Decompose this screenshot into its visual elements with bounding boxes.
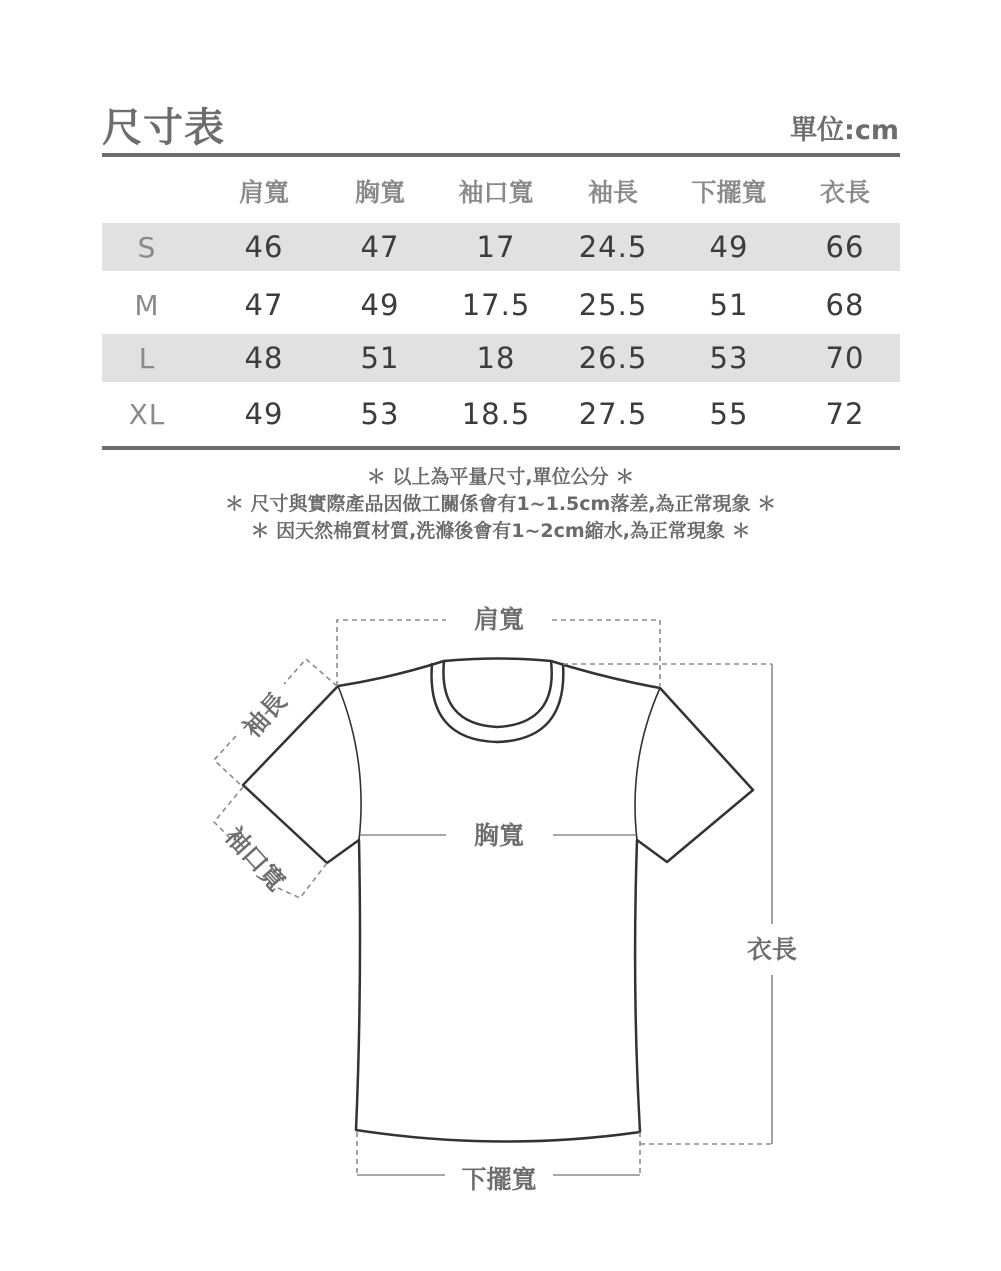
table-cell: 18.5 xyxy=(461,397,531,431)
table-cell: 47 xyxy=(360,230,400,264)
header-sleeve: 袖長 xyxy=(587,178,639,207)
header-cuff: 袖口寬 xyxy=(458,178,534,207)
table-cell: 17 xyxy=(476,230,516,264)
measurement-guides xyxy=(214,620,772,1175)
diagram-labels xyxy=(219,605,797,1194)
table-cell: 53 xyxy=(709,341,749,375)
table-cell: 70 xyxy=(825,341,865,375)
table-cell: 49 xyxy=(244,397,284,431)
table-cell: 47 xyxy=(244,288,284,322)
table-cell: 24.5 xyxy=(578,230,648,264)
table-cell: 49 xyxy=(709,230,749,264)
table-cell: 53 xyxy=(360,397,400,431)
tshirt-outline xyxy=(243,659,753,1142)
unit-label: 單位:cm xyxy=(790,115,899,146)
table-cell: 72 xyxy=(825,397,865,431)
note-line: ＊ 因天然棉質材質,洗滌後會有1~2cm縮水,為正常現象 ＊ xyxy=(250,520,751,542)
table-cell: 17.5 xyxy=(461,288,531,322)
table-cell: 55 xyxy=(709,397,749,431)
table-cell: 27.5 xyxy=(578,397,648,431)
header-chest: 胸寬 xyxy=(354,178,406,207)
header-length: 衣長 xyxy=(819,178,871,207)
label-shoulder: 肩寬 xyxy=(473,605,525,634)
size-label: M xyxy=(134,288,160,322)
note-line: ＊ 以上為平量尺寸,單位公分 ＊ xyxy=(366,466,635,488)
table-cell: 66 xyxy=(825,230,865,264)
table-cell: 49 xyxy=(360,288,400,322)
table-cell: 68 xyxy=(825,288,865,322)
label-body-length: 衣長 xyxy=(746,935,798,964)
size-label: S xyxy=(137,230,157,264)
table-cell: 51 xyxy=(709,288,749,322)
size-label: L xyxy=(138,341,156,375)
note-line: ＊ 尺寸與實際產品因做工關係會有1~1.5cm落差,為正常現象 ＊ xyxy=(224,493,777,515)
table-cell: 26.5 xyxy=(578,341,648,375)
label-chest: 胸寬 xyxy=(473,821,525,850)
label-sleeve-length: 袖長 xyxy=(237,686,293,744)
header-shoulder: 肩寬 xyxy=(238,178,290,207)
table-cell: 48 xyxy=(244,341,284,375)
label-cuff: 袖口寬 xyxy=(219,821,291,897)
header-hem: 下擺寬 xyxy=(691,178,767,207)
page-title: 尺寸表 xyxy=(102,105,225,151)
size-label: XL xyxy=(128,397,166,431)
label-hem: 下擺寬 xyxy=(461,1165,537,1194)
table-cell: 18 xyxy=(476,341,516,375)
table-cell: 51 xyxy=(360,341,400,375)
table-cell: 25.5 xyxy=(578,288,648,322)
table-cell: 46 xyxy=(244,230,284,264)
